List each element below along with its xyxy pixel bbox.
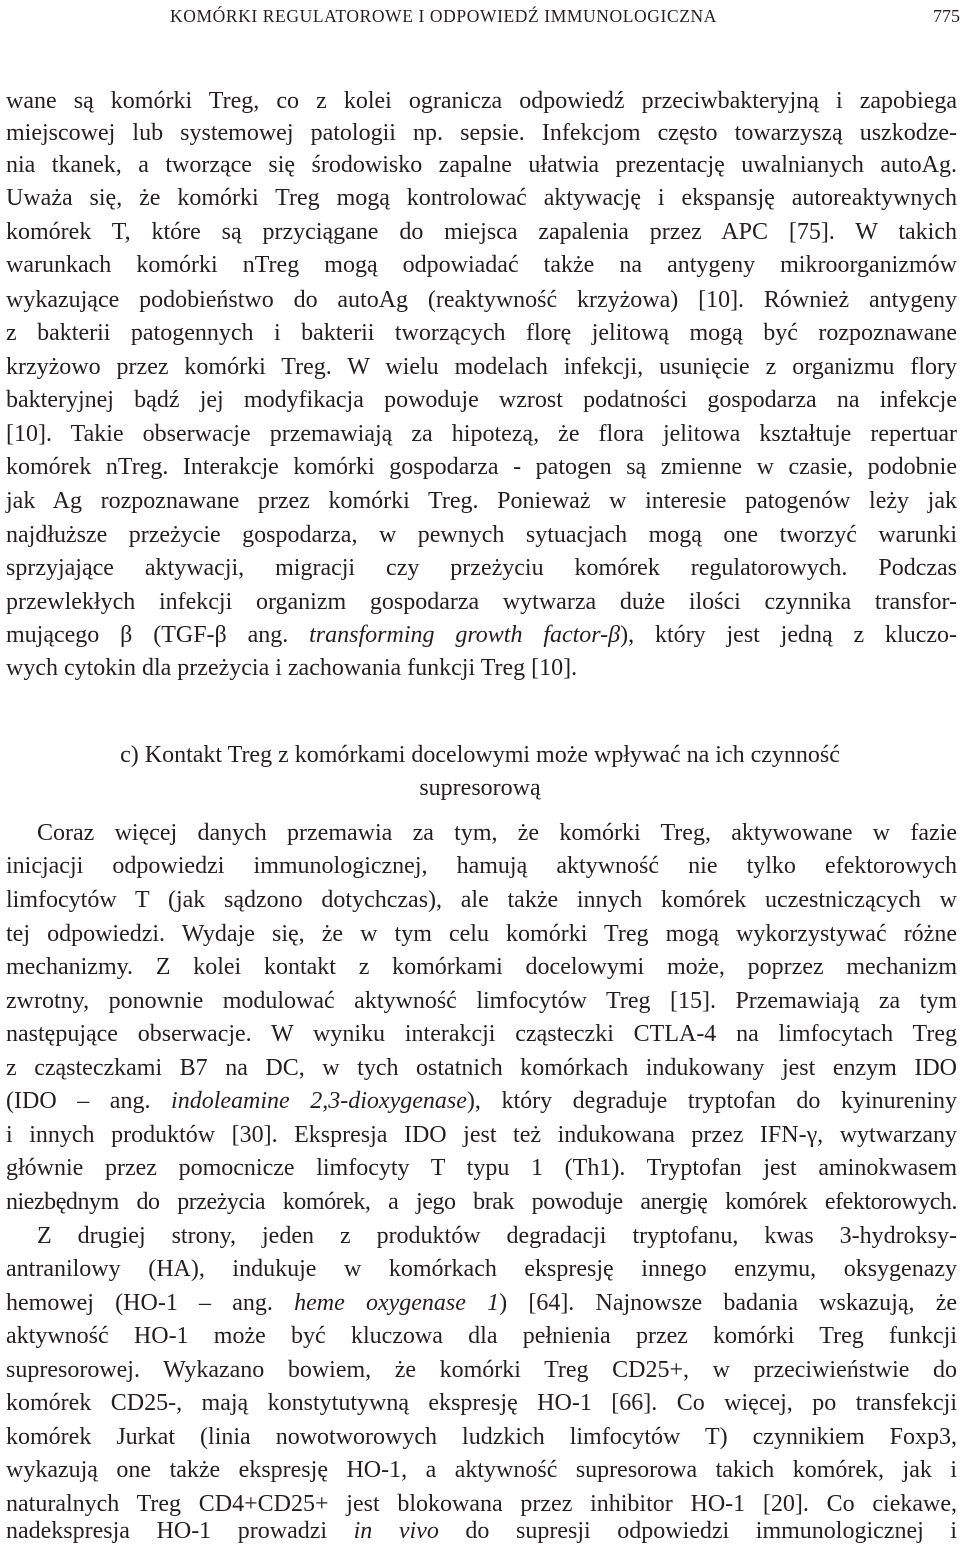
line-text: nadekspresja HO-1 prowadzi <box>6 1518 354 1544</box>
text-line: komórek nTreg. Interakcje komórki gospodarza - patogen są zmienne w czasie, podobnie <box>6 454 957 480</box>
section-heading-cont: supresorową <box>419 775 541 801</box>
text-line: warunkach komórki nTreg mogą odpowiadać także na antygeny mikroorganizmów <box>6 252 957 278</box>
text-line: komórek T, które są przyciągane do miejsca zapalenia przez APC [75]. W takich <box>6 219 957 245</box>
text-line: i innych produktów [30]. Ekspresja IDO jest też indukowana przez IFN-γ, wytwarzany <box>6 1122 957 1148</box>
text-line: z bakterii patogennych i bakterii tworzących florę jelitową mogą być rozpoznawane <box>6 320 957 346</box>
italic-term: indoleamine 2,3-dioxygenase <box>171 1088 467 1114</box>
text-line: z cząsteczkami B7 na DC, w tych ostatnich komórkach indukowany jest enzym IDO <box>6 1055 957 1081</box>
text-line: nia tkanek, a tworzące się środowisko zapalne ułatwia prezentację uwalnianych autoAg. <box>6 152 957 178</box>
text-line: krzyżowo przez komórki Treg. W wielu modelach infekcji, usunięcie z organizmu flory <box>6 354 957 380</box>
text-line-invivo <box>6 1516 957 1546</box>
text-line: najdłuższe przeżycie gospodarza, w pewnych sytuacjach mogą one tworzyć warunki <box>6 522 957 548</box>
text-line: limfocytów T (jak sądzono dotychczas), ale także innych komórek uczestniczących w <box>6 887 957 913</box>
running-title: KOMÓRKI REGULATOROWE I ODPOWIEDŹ IMMUNOLOGICZNA <box>170 6 717 26</box>
text-line-ido <box>6 1086 957 1116</box>
text-line: niezbędnym do przeżycia komórek, a jego brak powoduje anergię komórek efektorowych. <box>6 1189 957 1215</box>
text-line-tgf <box>6 620 957 650</box>
italic-term: in vivo <box>353 1518 439 1544</box>
text-line: głównie przez pomocnicze limfocyty T typu 1 (Th1). Tryptofan jest aminokwasem <box>6 1155 957 1181</box>
text-line: wych cytokin dla przeżycia i zachowania funkcji Treg [10]. <box>6 655 578 681</box>
text-line: następujące obserwacje. W wyniku interakcji cząsteczki CTLA-4 na limfocytach Treg <box>6 1021 957 1047</box>
italic-term: transforming growth factor-β <box>309 622 621 648</box>
text-line: supresorowej. Wykazano bowiem, że komórki Treg CD25+, w przeciwieństwie do <box>6 1357 957 1383</box>
text-line: tej odpowiedzi. Wydaje się, że w tym celu komórki Treg mogą wykorzystywać różne <box>6 921 957 947</box>
text-line: komórek Jurkat (linia nowotworowych ludzkich limfocytów T) czynnikiem Foxp3, <box>6 1424 957 1450</box>
text-line: naturalnych Treg CD4+CD25+ jest blokowana przez inhibitor HO-1 [20]. Co ciekawe, <box>6 1491 957 1517</box>
text-line: wane są komórki Treg, co z kolei ogranicza odpowiedź przeciwbakteryjną i zapobiega <box>6 88 957 114</box>
line-text: ), który jest jedną z kluczo- <box>620 622 957 648</box>
text-line-ho <box>6 1288 957 1318</box>
text-line: Uważa się, że komórki Treg mogą kontrolować aktywację i ekspansję autoreaktywnych <box>6 185 957 211</box>
line-text: ), który degraduje tryptofan do kyinureniny <box>466 1088 957 1114</box>
text-line: [10]. Takie obserwacje przemawiają za hipotezą, że flora jelitowa kształtuje repertuar <box>6 421 957 447</box>
line-text: mującego β (TGF-β ang. <box>6 622 310 648</box>
text-line: antranilowy (HA), indukuje w komórkach ekspresję innego enzymu, oksygenazy <box>6 1256 957 1282</box>
text-line: komórek CD25-, mają konstytutywną ekspresję HO-1 [66]. Co więcej, po transfekcji <box>6 1390 957 1416</box>
section-heading: c) Kontakt Treg z komórkami docelowymi może wpływać na ich czynność <box>120 742 840 768</box>
text-line: miejscowej lub systemowej patologii np. sepsie. Infekcjom często towarzyszą uszkodze- <box>6 120 957 146</box>
text-line: Coraz więcej danych przemawia za tym, że komórki Treg, aktywowane w fazie <box>37 820 957 846</box>
page-number: 775 <box>933 6 960 26</box>
text-line: inicjacji odpowiedzi immunologicznej, hamują aktywność nie tylko efektorowych <box>6 853 957 879</box>
text-line: bakteryjnej bądź jej modyfikacja powoduje wzrost podatności gospodarza na infekcje <box>6 387 957 413</box>
text-line: aktywność HO-1 może być kluczowa dla pełnienia przez komórki Treg funkcji <box>6 1323 957 1349</box>
text-line: wykazują one także ekspresję HO-1, a aktywność supresorowa takich komórek, jak i <box>6 1457 957 1483</box>
line-text: do supresji odpowiedzi immunologicznej i <box>438 1518 958 1544</box>
text-line: zwrotny, ponownie modulować aktywność limfocytów Treg [15]. Przemawiają za tym <box>6 988 957 1014</box>
line-text: hemowej (HO-1 – ang. <box>6 1290 295 1316</box>
line-text: ) [64]. Najnowsze badania wskazują, że <box>499 1290 957 1316</box>
italic-term: heme oxygenase 1 <box>294 1290 500 1316</box>
text-line: mechanizmy. Z kolei kontakt z komórkami docelowymi może, poprzez mechanizm <box>6 954 957 980</box>
text-line: sprzyjające aktywacji, migracji czy przeżyciu komórek regulatorowych. Podczas <box>6 555 957 581</box>
text-line: wykazujące podobieństwo do autoAg (reaktywność krzyżowa) [10]. Również antygeny <box>6 287 957 313</box>
page-header <box>0 0 960 40</box>
text-line: jak Ag rozpoznawane przez komórki Treg. Ponieważ w interesie patogenów leży jak <box>6 488 957 514</box>
text-line: przewlekłych infekcji organizm gospodarza wytwarza duże ilości czynnika transfor- <box>6 589 957 615</box>
line-text: (IDO – ang. <box>6 1088 172 1114</box>
text-line: Z drugiej strony, jeden z produktów degradacji tryptofanu, kwas 3-hydroksy- <box>37 1223 957 1249</box>
